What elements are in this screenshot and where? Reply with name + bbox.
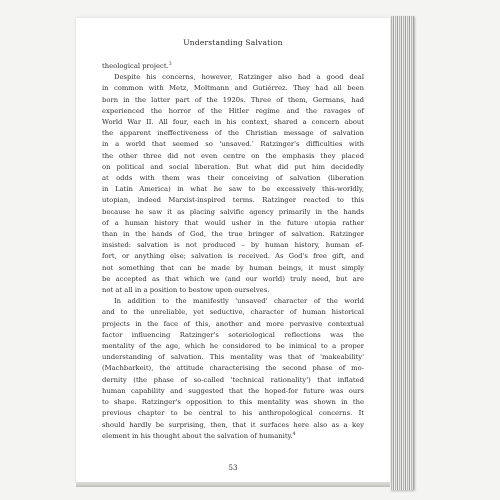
text-line: utopian, indeed Marxist-inspired terms. Ratzinger reacted to this — [102, 196, 364, 205]
running-head: Understanding Salvation — [183, 38, 283, 47]
text-line: should hardly be surprising, then, that it surfaces here also as a key — [102, 420, 364, 429]
text-line: previous chapter to be central to his anthropological concerns. It — [102, 409, 364, 418]
text-line: the apparent ineffectiveness of the Christian message of salvation — [102, 129, 364, 138]
text-line: be accepted as that which we (and our world) truly need, but are — [102, 274, 364, 283]
footnote-marker: 3 — [168, 62, 172, 67]
text-line: factor influencing Ratzinger's soteriological reflections was the — [102, 330, 364, 339]
text-line: projects in the face of this, another and more pervasive contextual — [102, 319, 364, 328]
text-line: experienced the horror of the Hitler regime and the ravages of — [102, 106, 364, 115]
text-line: human capability and suggested that the hoped-for future was ours — [102, 386, 364, 395]
text-line: in Latin America) in what he saw to be excessively this-worldly, — [102, 185, 364, 194]
book-page — [76, 18, 390, 482]
text-line: not at all in a position to bestow upon ourselves. — [102, 286, 270, 295]
book-bottom-edge — [76, 482, 390, 487]
footnote-marker: 4 — [292, 431, 296, 437]
text-line: insisted: salvation is not produced – by human history, human ef- — [102, 241, 364, 250]
text-line: not something that can be made by human beings, it must simply — [102, 263, 364, 272]
book-page-edges — [390, 16, 414, 490]
text-line: than in the hands of God, the true bringer of salvation. Ratzinger — [102, 230, 364, 239]
text-line: (Machbarkeit), the attitude characterising the second phase of mo- — [102, 364, 364, 373]
text-line: born in the latter part of the 1920s. Three of them, Germans, had — [102, 95, 364, 104]
text-line: World War II. All four, each in his context, shared a concern about — [102, 118, 364, 127]
text-line: fort, or anything else; salvation is received. As God's free gift, and — [102, 252, 364, 261]
text-line: the other three did not even centre on the emphasis they placed — [102, 151, 364, 160]
text-line: on political and social liberation. But what did put him decidedly — [102, 162, 364, 171]
text-line: mentality of the age, which he considered to be inimical to a proper — [102, 342, 364, 351]
text-line: theological project.$^3$ — [102, 62, 172, 70]
text-line: to shape. Ratzinger's opposition to this mentality was shown in the — [102, 398, 364, 407]
text-line: and to the unreliable, yet seductive, character of human historical — [102, 308, 364, 317]
text-line: In addition to the manifestly 'unsaved' character of the world — [114, 297, 364, 306]
text-line: in common with Metz, Moltmann and Gutiérrez. They had all been — [102, 84, 364, 93]
text-line: at odds with them was their conceiving of salvation (liberation — [102, 174, 364, 183]
text-line: of a human history that would usher in the future utopia rather — [102, 218, 364, 227]
text-line: element in his thought about the salvation of humanity.$^4$ — [102, 431, 296, 440]
body-text — [102, 61, 364, 442]
text-line: because he saw it as placing salvific agency primarily in the hands — [102, 207, 364, 216]
page-number: 53 — [228, 464, 238, 472]
text-line: Despite his concerns, however, Ratzinger also had a good deal — [114, 73, 364, 82]
text-line: in a world that seemed so 'unsaved.' Ratzinger's difficulties with — [102, 140, 364, 149]
text-line: dernity (the phase of so-called 'technical rationality') that inflated — [102, 375, 364, 384]
text-line: understanding of salvation. This mentality was that of 'makeability' — [102, 353, 364, 362]
